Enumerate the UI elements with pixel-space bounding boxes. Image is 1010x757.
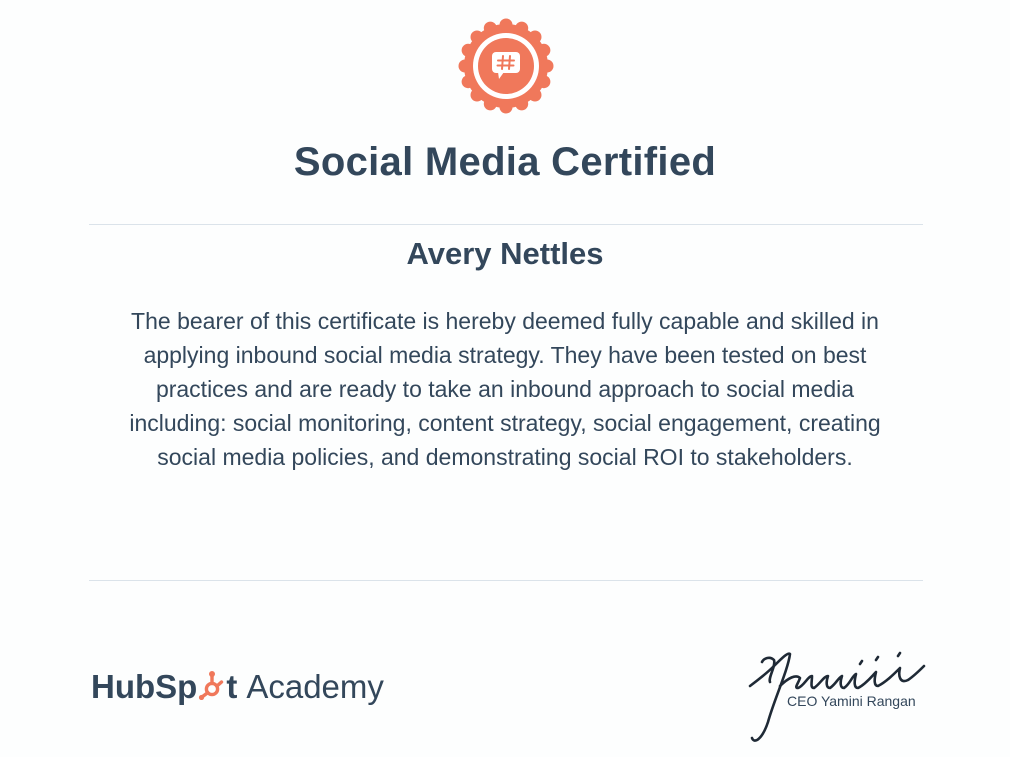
- description-line: social media policies, and demonstrating social ROI to stakeholders.: [157, 444, 853, 470]
- description-line: practices and are ready to take an inbound approach to social media: [155, 376, 855, 402]
- description-line: including: social monitoring, content strategy, social engagement, creating: [129, 410, 881, 436]
- logo-text-part1: HubSp: [91, 668, 198, 705]
- recipient-name: Avery Nettles: [406, 236, 604, 271]
- certificate-title: Social Media Certified: [293, 140, 717, 184]
- divider: [89, 580, 923, 581]
- certificate-description: [60, 304, 950, 474]
- hubspot-academy-logo: [91, 664, 384, 710]
- hubspot-wordmark: [91, 668, 237, 706]
- logo-academy-text: Academy: [246, 668, 384, 705]
- logo-text-part2: t: [226, 668, 238, 705]
- sprocket-icon: [198, 670, 225, 700]
- description-line: applying inbound social media strategy. They have been tested on best: [143, 342, 867, 368]
- hashtag-speech-bubble-icon: [458, 18, 554, 114]
- divider: [89, 224, 923, 225]
- ceo-signature-label: CEO Yamini Rangan: [787, 693, 916, 709]
- description-line: The bearer of this certificate is hereby deemed fully capable and skilled in: [131, 308, 879, 334]
